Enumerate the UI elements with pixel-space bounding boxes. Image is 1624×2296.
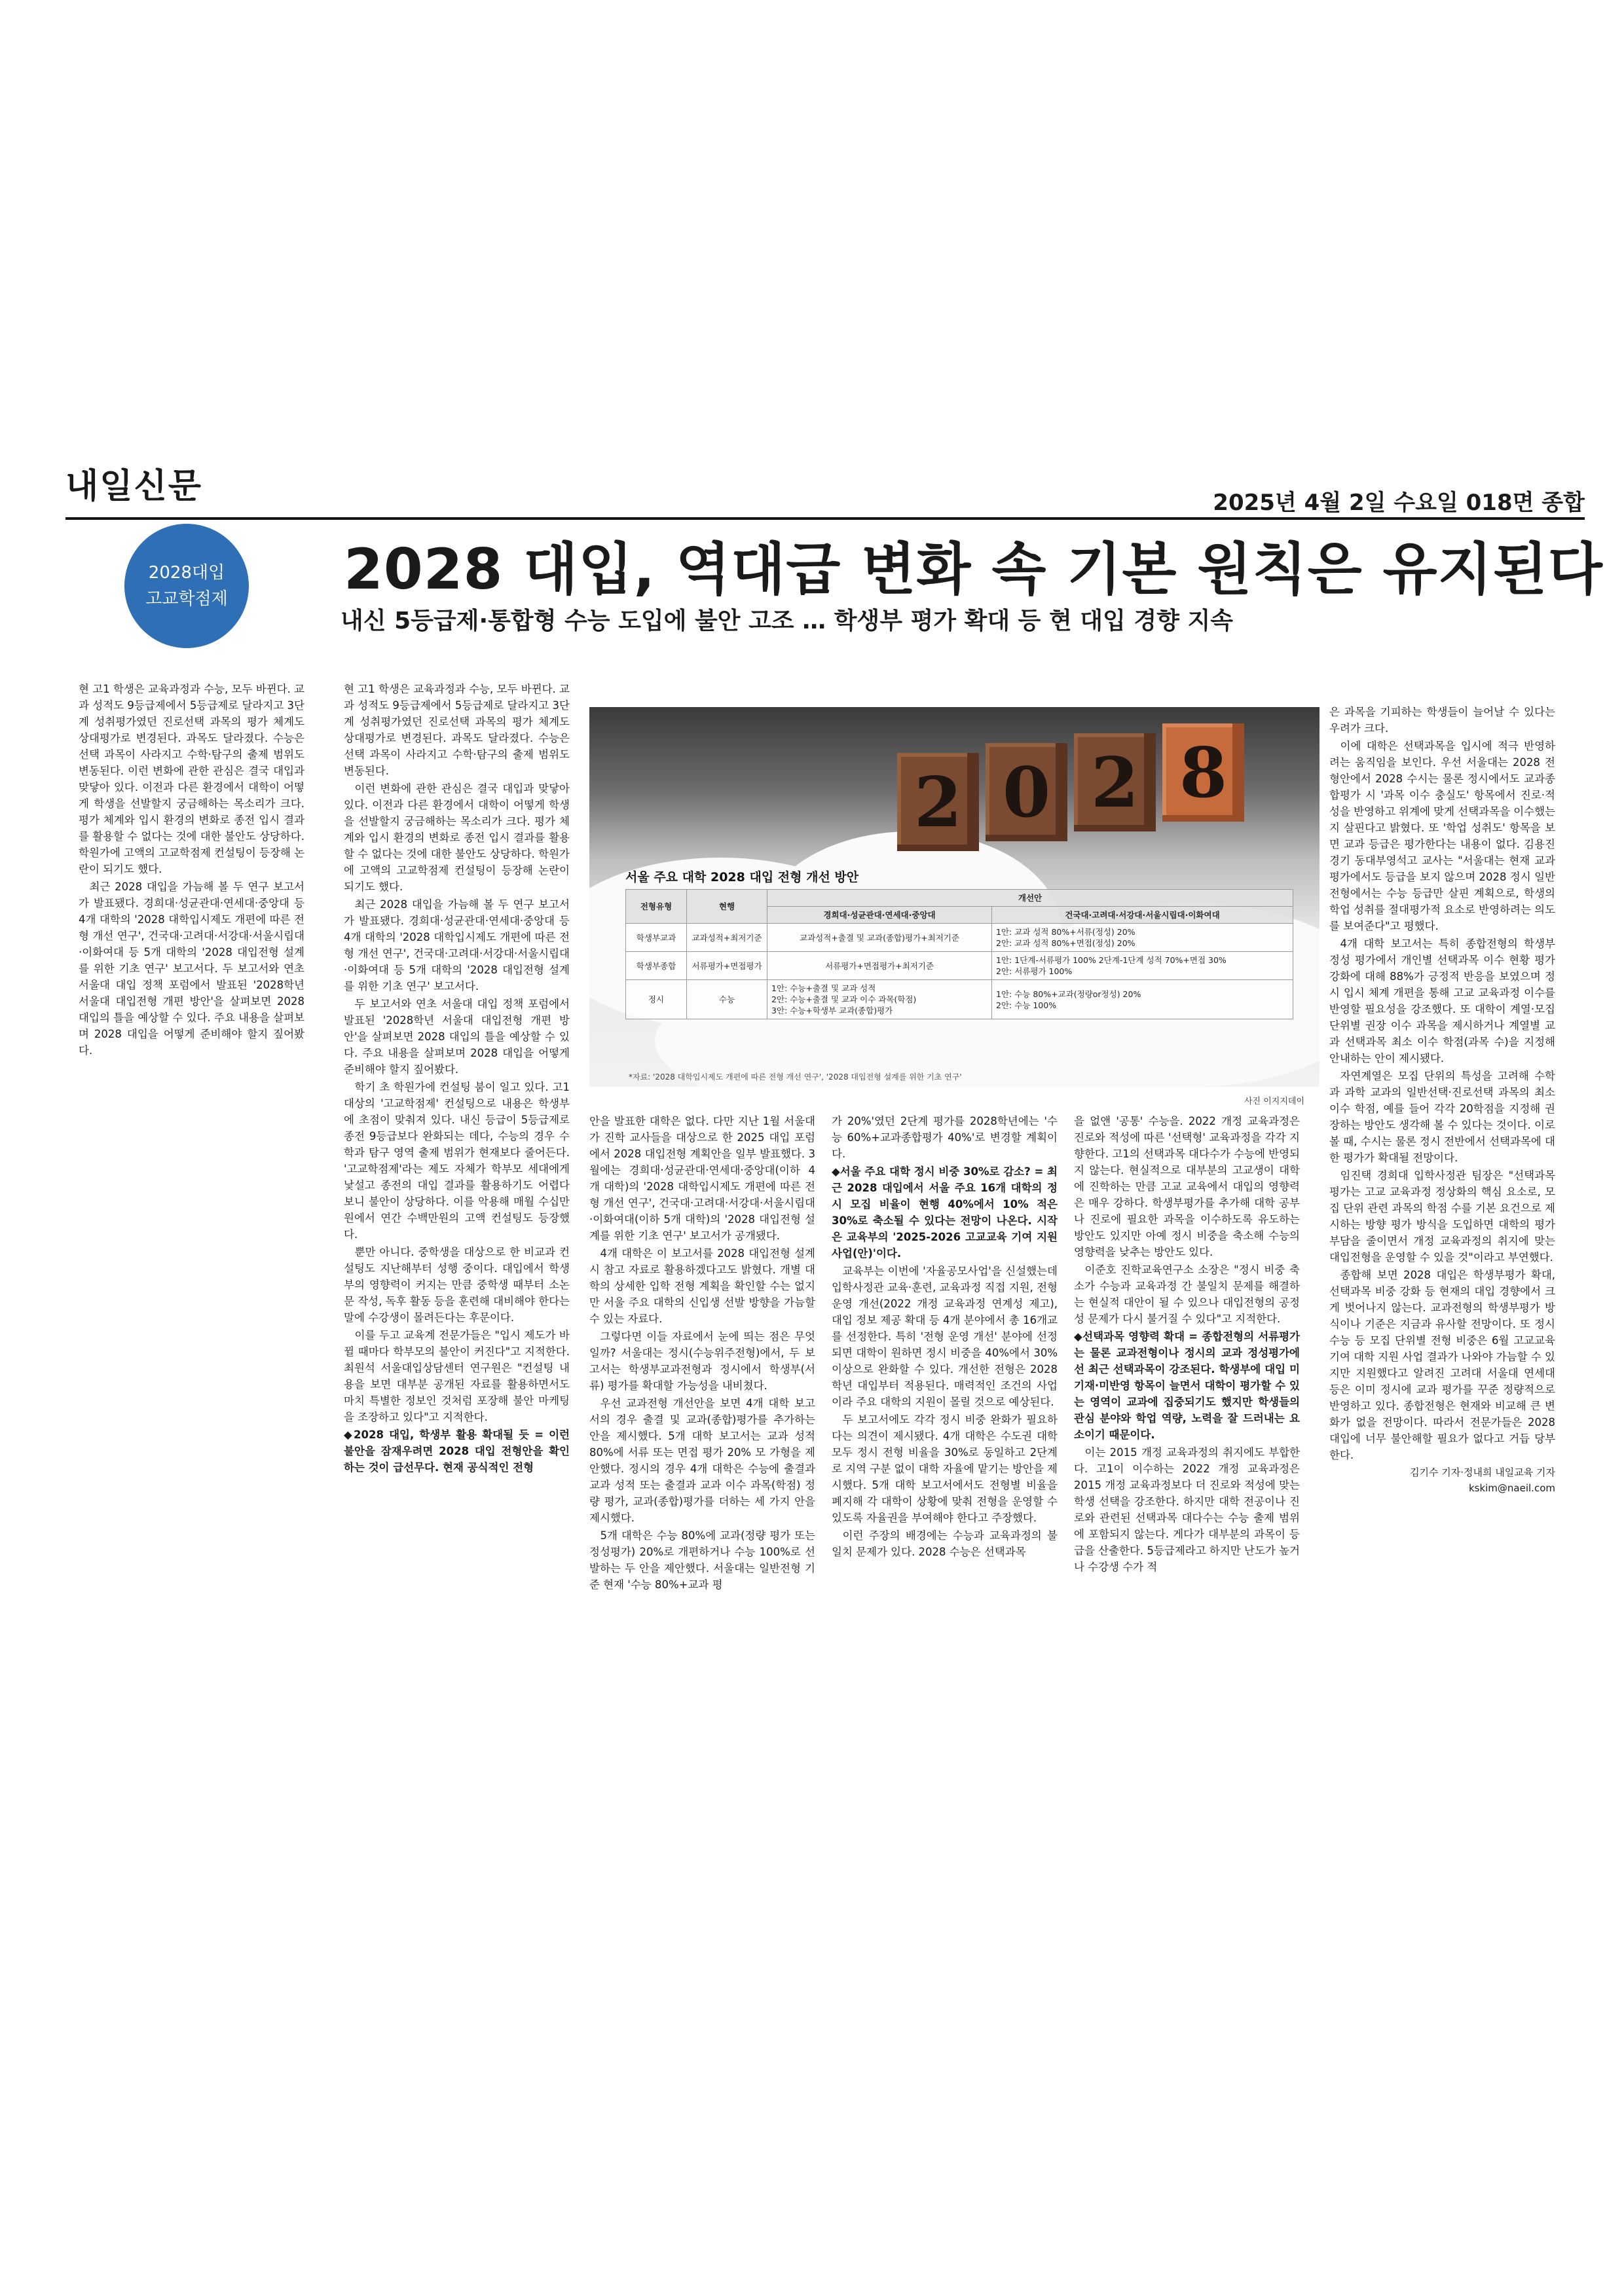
paragraph: 두 보고서에도 각각 정시 비중 완화가 필요하다는 의견이 제시됐다. 4개 대학은 수도권 대학 모두 정시 전형 비율을 30%로 동일하고 2단계로 지역 구분 없이 대학 자율에 맡기는 방안을 제시했다. 5개 대학 보고서에서도 전형별 비율을 폐지해 각 대학이 상황에 맞춰 전형을 운영할 수 있도록 자율권을 부여해야 한다고 주장했다. [832,1413,1058,1524]
byline: 김기수 기자·정내희 내일교육 기자 [1410,1467,1555,1478]
table-source-note: *자료: '2028 대학입시제도 개편에 따른 전형 개선 연구', '2028 대입전형 설계를 위한 기초 연구' [629,1072,962,1082]
article-column-6 [1329,704,1555,2092]
paragraph: 이런 변화에 관한 관심은 결국 대입과 맞닿아 있다. 이전과 다른 환경에서 대학이 어떻게 학생을 선발할지 궁금해하는 목소리가 크다. 평가 체계와 입시 환경의 변화로 종전 입시 결과를 활용할 수 없다는 것에 대한 불안도 상당하다. 학원가에 고액의 고교학점제 컨설팅이 등장해 논란이 되기도 했다. [344,782,570,893]
paragraph: 4개 대학은 이 보고서를 2028 대입전형 설계 시 참고 자료로 활용하겠다고도 밝혔다. 개별 대학의 상세한 입학 전형 계획을 확인할 수는 없지만 서울 주요 대학의 신입생 선발 방향을 가늠할 수 있는 자료다. [589,1247,815,1325]
paragraph: 뿐만 아니다. 중학생을 대상으로 한 비교과 컨설팅도 지난해부터 성행 중이다. 대입에서 학생부의 영향력이 커지는 만큼 중학생 때부터 소논문 작성, 독후 활동 등을 훈련해 대비해야 한다는 말에 수강생이 몰려든다는 후문이다. [344,1246,570,1324]
article-column-4 [832,1113,1058,2095]
table-subheader: 경희대·성균관대·연세대·중앙대 [767,907,992,924]
table-row [626,980,1293,1019]
year-block: 0 [986,743,1067,841]
paragraph: 안을 발표한 대학은 없다. 다만 지난 1월 서울대가 진학 교사들을 대상으로 한 2025 대입 포럼에서 2028 대입전형 계획안을 일부 발표했다. 3월에는 경희대·성균관대·연세대·중앙대(이하 4개 대학)의 '2028 대학입시제도 개편에 따른 전형 개선 연구', 건국대·고려대·서강대·서울시립대·이화여대(이하 5개 대학)의 '2028 대입전형 설계를 위한 기초 연구' 보고서가 공개됐다. [589,1115,815,1242]
byline-email: kskim@naeil.com [1468,1482,1555,1494]
table-title: 서울 주요 대학 2028 대입 전형 개선 방안 [625,870,859,884]
table-cell: 교과성적+최저기준 [687,924,767,952]
paragraph: 4개 대학 보고서는 특히 종합전형의 학생부 정성 평가에서 개인별 선택과목 이수 현황 평가 강화에 대해 88%가 긍정적 반응을 보였으며 정시 입시 체계 개편을 통해 고교 교육과정 이수를 반영할 필요성을 강조했다. 또 대학이 계열·모집 단위별 권장 이수 과목을 제시하거나 계열별 교과 선택과목 최소 이수 학점(과목 수)을 지정해 안내하는 안이 제시됐다. [1329,938,1555,1065]
table-cell: 학생부교과 [626,924,687,952]
table-cell: 서류평가+면접평가 [687,952,767,980]
photo-credit: 사진 이지지데이 [1244,1097,1305,1106]
table-row [626,924,1293,952]
table-subheader: 건국대·고려대·서강대·서울시립대·이화여대 [992,907,1293,924]
table-cell: 교과성적+출결 및 교과(종합)평가+최저기준 [767,924,992,952]
paragraph: 이를 두고 교육계 전문가들은 "입시 제도가 바뀔 때마다 학부모의 불안이 커진다"고 지적한다. 최원석 서울대입상담센터 연구원은 "컨설팅 내용을 보면 대부분 공개된 자료를 활용하면서도 마치 특별한 정보인 것처럼 포장해 불안 마케팅을 조장하고 있다"고 지적한다. [344,1329,570,1423]
table-cell: 1안: 수능 80%+교과(정량or정성) 20% 2안: 수능 100% [992,980,1293,1019]
badge-line-2: 고교학점제 [145,589,228,609]
paragraph: 을 없앤 '공통' 수능을. 2022 개정 교육과정은 진로와 적성에 따른 '선택형' 교육과정을 각각 지향한다. 고1의 선택과목 대다수가 수능에 반영되지 않는다. 현실적으로 대부분의 고교생이 대학에 진학하는 만큼 고교 교육에서 대입의 영향력은 매우 강하다. 학생부평가를 추가해 대학 공부나 진로에 필요한 과목을 이수하도록 유도하는 방안도 있지만 아예 정시 비중을 축소해 수능의 영향력을 낮추는 방안도 있다. [1074,1115,1300,1258]
table-cell: 1안: 1단계-서류평가 100% 2단계-1단계 성적 70%+면접 30% 2안: 서류평가 100% [992,952,1293,980]
paragraph: 학기 초 학원가에 컨설팅 붐이 일고 있다. 고1 대상의 '고교학점제' 컨설팅으로 내용은 학생부에 초점이 맞춰져 있다. 내신 등급이 5등급제로 종전 9등급보다 완화되는 데다, 수능의 경우 수학과 탐구 영역 출제 범위가 현재보다 줄어든다. '고교학점제'라는 제도 자체가 학부모 세대에게 낯설고 종전의 대입 결과를 활용하기도 어렵다 보니 불안이 상당하다. 이를 악용해 매월 수십만원에서 연간 수백만원의 고액 컨설팅도 등장했다. [344,1081,570,1241]
paragraph: 자연계열은 모집 단위의 특성을 고려해 수학과 과학 교과의 일반선택·진로선택 과목의 최소 이수 학점, 예를 들어 각각 20학점을 지정해 권장하는 방안도 생각해 볼 수 있다는 것이다. 이로 볼 때, 수시는 물론 정시 전반에서 선택과목에 대한 평가가 확대될 전망이다. [1329,1070,1555,1164]
subheadline: 내신 5등급제·통합형 수능 도입에 불안 고조 … 학생부 평가 확대 등 현 대입 경향 지속 [341,608,1234,634]
year-block: 2 [897,753,979,851]
paragraph: 이는 2015 개정 교육과정의 취지에도 부합한다. 고1이 이수하는 2022 개정 교육과정은 2015 개정 교육과정보다 더 진로와 적성에 맞는 학생 선택을 강조한다. 하지만 대학 전공이나 진로와 관련된 선택과목 대다수는 수능 출제 범위에 포함되지 않는다. 게다가 대부분의 과목이 등급을 산출한다. 5등급제라고 하지만 난도가 높거나 수강생 수가 적 [1074,1446,1300,1573]
article-column-2 [344,681,570,2095]
masthead: 내일신문 [65,467,202,506]
dateline: 2025년 4월 2일 수요일 018면 종합 [1213,490,1585,516]
table-cell: 1안: 교과 성적 80%+서류(정성) 20% 2안: 교과 성적 80%+면접(정성) 20% [992,924,1293,952]
section-heading: ◆서울 주요 대학 정시 비중 30%로 감소? = 최근 2028 대입에서 서울 주요 16개 대학의 정시 모집 비율이 현행 40%에서 10% 적은 30%로 축소될 수 있다는 전망이 나온다. 시작은 교육부의 '2025-2026 고교교육 기여 지원 사업(안)'이다. [832,1165,1058,1260]
paragraph: 우선 교과전형 개선안을 보면 4개 대학 보고서의 경우 출결 및 교과(종합)평가를 추가하는 안을 제시했다. 5개 대학 보고서는 교과 성적 80%에 서류 또는 면접 평가 20% 모 가형을 제안했다. 정시의 경우 4개 대학은 수능에 출결과 교과 성적 또는 출결과 교과 이수 과목(학점) 정량 평가, 교과(종합)평가를 더하는 세 가지 안을 제시했다. [589,1397,815,1524]
article-column-1 [79,681,304,1178]
section-heading: ◆선택과목 영향력 확대 = 종합전형의 서류평가는 물론 교과전형이나 정시의 교과 정성평가에선 최근 선택과목이 강조된다. 학생부에 대입 미기재·미반영 항목이 늘면서 대학이 평가할 수 있는 영역이 교과에 집중되기도 했지만 학생들의 관심 분야와 학업 역량, 노력을 잘 드러내는 요소이기 때문이다. [1074,1330,1300,1441]
paragraph: 5개 대학은 수능 80%에 교과(정량 평가 또는 정성평가) 20%로 개편하거나 수능 100%로 선발하는 두 안을 제안했다. 서울대는 일반전형 기준 현재 '수능 80%+교과 평 [589,1529,815,1591]
paragraph: 최근 2028 대입을 가늠해 볼 두 연구 보고서가 발표됐다. 경희대·성균관대·연세대·중앙대 등 4개 대학의 '2028 대학입시제도 개편에 따른 전형 개선 연구', 건국대·고려대·서강대·서울시립대·이화여대 등 5개 대학의 '2028 대입전형 설계를 위한 기초 연구' 보고서다. 두 보고서와 연초 서울대 대입 정책 포럼에서 발표된 '2028학년 서울대 대입전형 개편 방안'을 살펴보면 2028 대입의 틀을 예상할 수 있다. 주요 내용을 살펴보며 2028 대입을 어떻게 준비해야 할지 짚어봤다. [79,881,304,1057]
paragraph: 이에 대학은 선택과목을 입시에 적극 반영하려는 움직임을 보인다. 우선 서울대는 2028 전형안에서 2028 수시는 물론 정시에서도 교과종합평가 시 '과목 이수 충실도' 항목에서 진로·적성을 반영하고 위계에 맞게 선택과목을 이수했는지 살핀다고 밝혔다. 또 '학업 성취도' 항목을 보면 교과 등급은 평가한다는 내용이 없다. 김용진 경기 동대부영석고 교사는 "서울대는 현재 교과 평가에서도 등급을 보지 않으며 2028 정시 일반전형에서는 수능 등급만 살핀 계획으로, 학생의 학업 성취를 절대평가적 요소로 반영하려는 의도를 보여준다"고 평했다. [1329,740,1555,932]
article-column-3 [589,1113,815,2095]
paragraph: 교육부는 이번에 '자율공모사업'을 신설했는데 입학사정관 교육·훈련, 교육과정 직접 지원, 전형 운영 개선(2022 개정 교육과정 연계성 제고), 대입 정보 제공 확대 등 4개 분야에서 총 16개교를 선정한다. 특히 '전형 운영 개선' 분야에 선정되면 대학이 원하면 정시 비중을 40%에서 30% 이상으로 완화할 수 있다. 개선한 전형은 2028학년 대입부터 적용된다. 매력적인 조건의 사업이라 주요 대학의 지원이 몰릴 것으로 예상된다. [832,1265,1058,1408]
table-header: 전형유형 [626,890,687,924]
paragraph: 현 고1 학생은 교육과정과 수능, 모두 바뀐다. 교과 성적도 9등급제에서 5등급제로 달라지고 3단계 성취평가였던 진로선택 과목의 평가 체계도 상대평가로 변경된다. 과목도 달라졌다. 수능은 선택 과목이 사라지고 수학·탐구의 출제 범위도 변동된다. [344,683,570,777]
paragraph: 임진택 경희대 입학사정관 팀장은 "선택과목 평가는 고교 교육과정 정상화의 핵심 요소로, 모집 단위 관련 과목의 학점 수를 기본 요건으로 제시하는 방향 평가 방식을 도입하면 대학의 평가 부담을 줄이면서 개정 교육과정의 취지에 맞는 대입전형을 운영할 수 있을 것"이라고 부연했다. [1329,1169,1555,1264]
table-cell: 서류평가+면접평가+최저기준 [767,952,992,980]
table-header: 현행 [687,890,767,924]
year-block: 8 [1162,723,1244,822]
paragraph: 이런 주장의 배경에는 수능과 교육과정의 불일치 문제가 있다. 2028 수능은 선택과목 [832,1529,1058,1558]
paragraph: 이준호 진학교육연구소 소장은 "정시 비중 축소가 수능과 교육과정 간 불일치 문제를 해결하는 현실적 대안이 될 수 있으나 대입전형의 공정성 문제가 다시 불거질 수 있다"고 지적한다. [1074,1264,1300,1325]
paragraph: 그렇다면 이들 자료에서 눈에 띄는 점은 무엇일까? 서울대는 정시(수능위주전형)에서, 두 보고서는 학생부교과전형과 정시에서 학생부(서류) 평가를 확대할 가능성을 내비쳤다. [589,1330,815,1392]
masthead-rule [65,517,1585,520]
table-header: 개선안 [767,890,1293,907]
year-block: 2 [1074,733,1156,831]
paragraph: 가 20%'였던 2단계 평가를 2028학년에는 '수능 60%+교과종합평가 40%'로 변경할 계획이다. [832,1115,1058,1160]
table-cell: 정시 [626,980,687,1019]
paragraph: 은 과목을 기피하는 학생들이 늘어날 수 있다는 우려가 크다. [1329,706,1555,735]
table-cell: 학생부종합 [626,952,687,980]
table-row [626,952,1293,980]
paragraph: 최근 2028 대입을 가늠해 볼 두 연구 보고서가 발표됐다. 경희대·성균관대·연세대·중앙대 등 4개 대학의 '2028 대학입시제도 개편에 따른 전형 개선 연구', 건국대·고려대·서강대·서울시립대·이화여대 등 5개 대학의 '2028 대입전형 설계를 위한 기초 연구' 보고서다. [344,898,570,993]
table-cell: 수능 [687,980,767,1019]
article-column-5 [1074,1113,1300,2095]
admissions-table [625,889,1293,1019]
table-header-row [626,890,1293,907]
table-cell: 1안: 수능+출결 및 교과 성적 2안: 수능+출결 및 교과 이수 과목(학점) 3안: 수능+학생부 교과(종합)평가 [767,980,992,1019]
paragraph: 종합해 보면 2028 대입은 학생부평가 확대, 선택과목 비중 강화 등 현재의 대입 경향에서 크게 벗어나지 않는다. 교과전형의 학생부평가 방식이나 기준은 지금과 유사할 전망이다. 또 정시 수능 등 모집 단위별 전형 비중은 6월 고교교육 기여 대학 지원 사업 결과가 나와야 가늠할 수 있지만 지원했다고 알려진 고려대 서울대 연세대 등은 이미 정시에 교과 평가를 꾸준 정량적으로 반영하고 있다. 종합전형은 현재와 비교해 큰 변화가 없을 전망이다. 따라서 전문가들은 2028 대입에 너무 불안해할 필요가 없다고 거듭 당부한다. [1329,1269,1555,1461]
headline: 2028 대입, 역대급 변화 속 기본 원칙은 유지된다 [344,537,1603,602]
badge-line-1: 2028대입 [148,563,225,583]
section-heading: ◆2028 대입, 학생부 활용 확대될 듯 = 이런 불안을 잠재우려면 2028 대입 전형안을 확인하는 것이 급선무다. 현재 공식적인 전형 [344,1429,570,1474]
paragraph: 현 고1 학생은 교육과정과 수능, 모두 바뀐다. 교과 성적도 9등급제에서 5등급제로 달라지고 3단계 성취평가였던 진로선택 과목의 평가 체계도 상대평가로 변경된다. 과목도 달라졌다. 수능은 선택 과목이 사라지고 수학·탐구의 출제 범위도 변동된다. 이런 변화에 관한 관심은 결국 대입과 맞닿아 있다. 이전과 다른 환경에서 대학이 어떻게 학생을 선발할지 궁금해하는 목소리가 크다. 평가 체계와 입시 환경의 변화로 종전 입시 결과를 활용할 수 없다는 것에 대한 불안도 상당하다. 학원가에 고액의 고교학점제 컨설팅이 등장해 논란이 되기도 했다. [79,683,304,875]
paragraph: 두 보고서와 연초 서울대 대입 정책 포럼에서 발표된 '2028학년 서울대 대입전형 개편 방안'을 살펴보면 2028 대입의 틀을 예상할 수 있다. 주요 내용을 살펴보며 2028 대입을 어떻게 준비해야 할지 짚어봤다. [344,998,570,1076]
section-badge [124,524,249,648]
